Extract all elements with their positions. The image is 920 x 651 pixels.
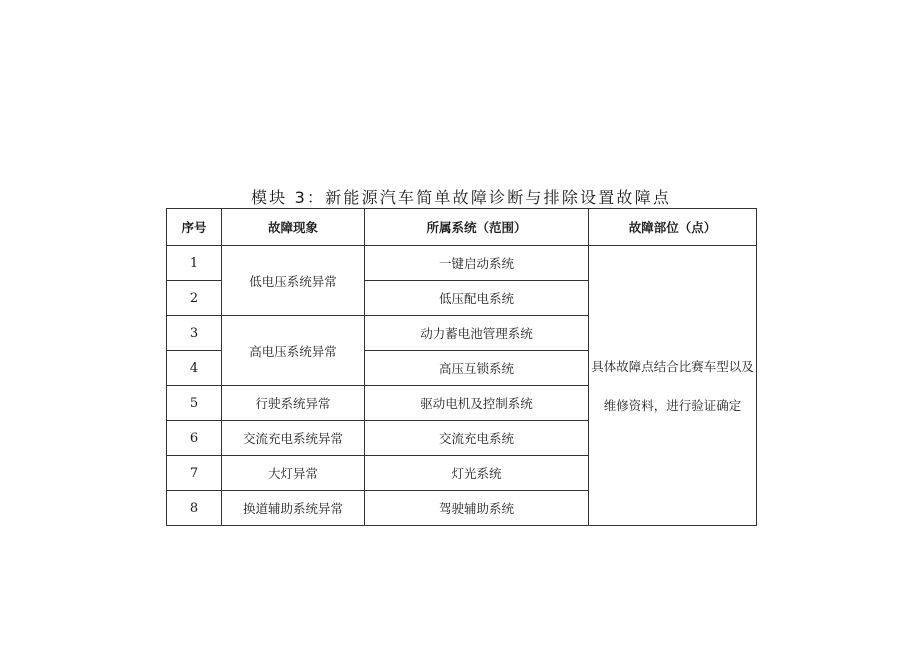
row-system: 一键启动系统 bbox=[365, 246, 589, 281]
header-seq: 序号 bbox=[167, 209, 222, 246]
row-seq: 7 bbox=[167, 456, 222, 491]
fault-table bbox=[166, 208, 757, 526]
row-system: 低压配电系统 bbox=[365, 281, 589, 316]
fault-location-note: 具体故障点结合比赛车型以及维修资料，进行验证确定 bbox=[589, 246, 757, 526]
table-header-row bbox=[167, 209, 757, 246]
row-phenomenon: 行驶系统异常 bbox=[222, 386, 365, 421]
table-row bbox=[167, 246, 757, 281]
row-seq: 2 bbox=[167, 281, 222, 316]
row-seq: 6 bbox=[167, 421, 222, 456]
header-phenomenon: 故障现象 bbox=[222, 209, 365, 246]
header-location: 故障部位（点） bbox=[589, 209, 757, 246]
row-system: 灯光系统 bbox=[365, 456, 589, 491]
row-seq: 3 bbox=[167, 316, 222, 351]
row-phenomenon: 大灯异常 bbox=[222, 456, 365, 491]
row-system: 驱动电机及控制系统 bbox=[365, 386, 589, 421]
row-phenomenon: 交流充电系统异常 bbox=[222, 421, 365, 456]
row-seq: 5 bbox=[167, 386, 222, 421]
document-title: 模块 3：新能源汽车简单故障诊断与排除设置故障点 bbox=[250, 188, 672, 207]
row-seq: 1 bbox=[167, 246, 222, 281]
row-phenomenon: 低电压系统异常 bbox=[222, 246, 365, 316]
row-system: 高压互锁系统 bbox=[365, 351, 589, 386]
row-seq: 4 bbox=[167, 351, 222, 386]
row-phenomenon: 换道辅助系统异常 bbox=[222, 491, 365, 526]
row-phenomenon: 高电压系统异常 bbox=[222, 316, 365, 386]
row-system: 交流充电系统 bbox=[365, 421, 589, 456]
header-system: 所属系统（范围） bbox=[365, 209, 589, 246]
row-seq: 8 bbox=[167, 491, 222, 526]
row-system: 动力蓄电池管理系统 bbox=[365, 316, 589, 351]
row-system: 驾驶辅助系统 bbox=[365, 491, 589, 526]
